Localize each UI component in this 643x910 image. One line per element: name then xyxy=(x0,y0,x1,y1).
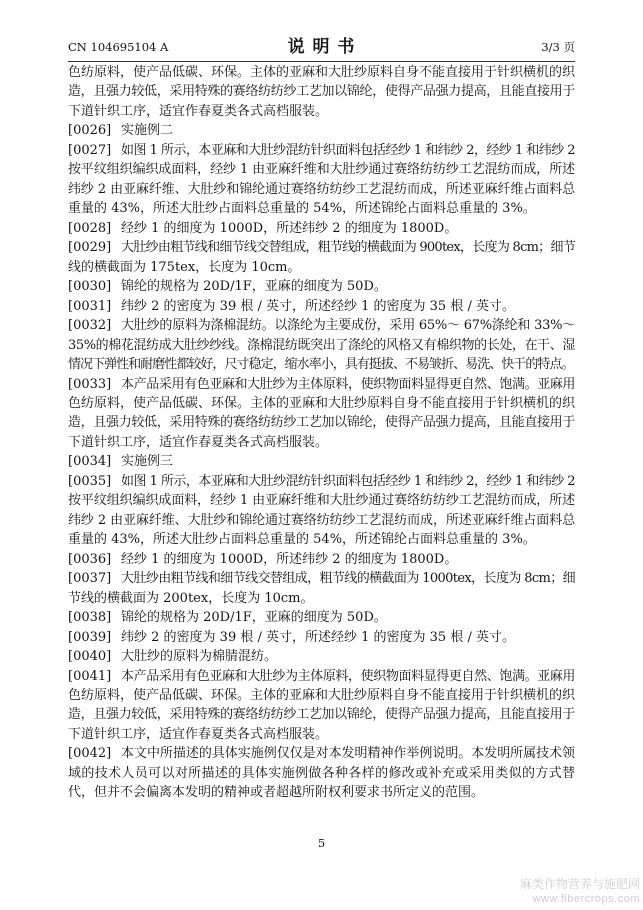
paragraph-line xyxy=(68,238,575,257)
paragraph-text: 锦纶的规格为 20D/1F，亚麻的细度为 50D。 xyxy=(121,610,387,626)
paragraph-line xyxy=(68,219,575,238)
paragraph-line xyxy=(68,141,575,160)
paragraph-text: 重量的 43%，所述大肚纱占面料总重量的 54%，所述锦纶占面料总重量的 3%。 xyxy=(68,532,536,548)
paragraph-text: 按平纹组织编织成面料，经纱 1 由亚麻纤维和大肚纱通过赛络纺纺纱工艺混纺而成，所述 xyxy=(68,162,575,178)
paragraph-0038 xyxy=(68,608,575,627)
paragraph-line xyxy=(68,647,575,666)
paragraph-0028 xyxy=(68,219,575,238)
paragraph-text: 大肚纱由粗节线和细节线交替组成，粗节线的横截面为 900tex，长度为 8cm；细节 xyxy=(121,240,575,256)
paragraph-number: [0032] xyxy=(68,318,112,334)
paragraph-number: [0036] xyxy=(68,551,112,567)
paragraph-line xyxy=(68,180,575,199)
paragraph-line xyxy=(68,764,575,783)
paragraph-line xyxy=(68,550,575,569)
paragraph-0041 xyxy=(68,667,575,745)
paragraph-0042 xyxy=(68,744,575,802)
paragraph-text: 色纺原料，使产品低碳、环保。主体的亚麻和大肚纱原料自身不能直接用于针织横机的织 xyxy=(68,65,575,80)
page-number: 5 xyxy=(317,836,326,850)
paragraph-line xyxy=(68,102,575,121)
paragraph-number: [0028] xyxy=(68,220,112,236)
paragraph-line xyxy=(68,783,575,802)
paragraph-text: 色纺原料，使产品低碳、环保。主体的亚麻和大肚纱原料自身不能直接用于针织横机的织 xyxy=(68,395,575,411)
paragraph-line xyxy=(68,199,575,218)
paragraph-line xyxy=(68,608,575,627)
paragraph-line xyxy=(68,277,575,296)
paragraph-number: [0033] xyxy=(68,376,112,392)
watermark-site-name: 麻类作物营养与施肥网 xyxy=(519,877,640,891)
paragraph-text: 按平纹组织编织成面料，经纱 1 由亚麻纤维和大肚纱通过赛络纺纺纱工艺混纺而成，所述 xyxy=(68,493,575,509)
paragraph-text: 纬纱 2 由亚麻纤维、大肚纱和锦纶通过赛络纺纺纱工艺混纺而成，所述亚麻纤维占面料总 xyxy=(68,181,575,197)
paragraph-line xyxy=(68,472,575,491)
paragraph-number: [0029] xyxy=(68,240,112,256)
paragraph-continued xyxy=(68,63,575,121)
paragraph-text: 大肚纱由粗节线和细节线交替组成，粗节线的横截面为 1000tex，长度为 8cm；细 xyxy=(121,571,575,587)
paragraph-text: 大肚纱的原料为棉腈混纺。 xyxy=(121,649,278,665)
paragraph-text: 本产品采用有色亚麻和大肚纱为主体原料，使织物面料显得更自然、饱满。亚麻用 xyxy=(121,376,575,392)
paragraph-number: [0038] xyxy=(68,610,112,626)
paragraph-text: 下道针织工序，适宜作春夏类各式高档服装。 xyxy=(68,434,329,450)
page-indicator: 3/3 页 xyxy=(541,40,575,54)
section-title: 说 明 书 xyxy=(287,37,356,57)
paragraph-line xyxy=(68,316,575,335)
paragraph-text: 造，且强力较低，采用特殊的赛络纺纺纱工艺加以锦纶，使得产品强力提高，且能直接用于 xyxy=(68,84,575,100)
paragraph-0033 xyxy=(68,375,575,453)
paragraph-text: 纬纱 2 的密度为 39 根 / 英寸，所述经纱 1 的密度为 35 根 / 英寸。 xyxy=(121,298,515,314)
paragraph-line xyxy=(68,725,575,744)
paragraph-0030 xyxy=(68,277,575,296)
paragraph-text: 重量的 43%，所述大肚纱占面料总重量的 54%，所述锦纶占面料总重量的 3%。 xyxy=(68,201,536,217)
paragraph-line xyxy=(68,569,575,588)
paragraph-text: 造，且强力较低，采用特殊的赛络纺纺纱工艺加以锦纶，使得产品强力提高，且能直接用于 xyxy=(68,707,575,723)
paragraph-text: 下道针织工序，适宜作春夏类各式高档服装。 xyxy=(68,726,329,742)
paragraph-text: 造，且强力较低，采用特殊的赛络纺纺纱工艺加以锦纶，使得产品强力提高，且能直接用于 xyxy=(68,415,575,431)
header-rule xyxy=(68,61,575,62)
paragraph-line xyxy=(68,511,575,530)
paragraph-line xyxy=(68,628,575,647)
paragraph-line xyxy=(68,667,575,686)
paragraph-number: [0041] xyxy=(68,668,112,684)
paragraph-line xyxy=(68,413,575,432)
paragraph-number: [0030] xyxy=(68,279,112,295)
paragraph-text: 本产品采用有色亚麻和大肚纱为主体原料，使织物面料显得更自然、饱满。亚麻用 xyxy=(121,668,575,684)
paragraph-line xyxy=(68,530,575,549)
paragraph-text: 下道针织工序，适宜作春夏类各式高档服装。 xyxy=(68,103,329,119)
paragraph-text: 色纺原料，使产品低碳、环保。主体的亚麻和大肚纱原料自身不能直接用于针织横机的织 xyxy=(68,688,575,703)
paragraph-line xyxy=(68,686,575,705)
paragraph-line xyxy=(68,160,575,179)
paragraph-number: [0034] xyxy=(68,454,112,470)
paragraph-line xyxy=(68,63,575,82)
paragraph-line xyxy=(68,121,575,140)
paragraph-text: 如图 1 所示，本亚麻和大肚纱混纺针织面料包括经纱 1 和纬纱 2，经纱 1 和纬纱 2 xyxy=(121,142,575,158)
paragraph-line xyxy=(68,452,575,471)
description-body xyxy=(68,63,575,803)
paragraph-0036 xyxy=(68,550,575,569)
paragraph-0027 xyxy=(68,141,575,219)
paragraph-text: 经纱 1 的细度为 1000D，所述纬纱 2 的细度为 1800D。 xyxy=(121,551,458,567)
paragraph-text: 实施例三 xyxy=(121,454,174,470)
paragraph-0040 xyxy=(68,647,575,666)
paragraph-0026 xyxy=(68,121,575,140)
paragraph-text: 如图 1 所示，本亚麻和大肚纱混纺针织面料包括经纱 1 和纬纱 2，经纱 1 和纬纱 2 xyxy=(121,473,575,489)
paragraph-text: 大肚纱的原料为涤棉混纺。以涤纶为主要成份，采用 65%～ 67%涤纶和 33%～ xyxy=(121,318,575,334)
paragraph-text: 域的技术人员可以对所描述的具体实施例做各种各样的修改或补充或采用类似的方式替 xyxy=(68,765,575,781)
paragraph-text: 本文中所描述的具体实施例仅仅是对本发明精神作举例说明。本发明所属技术领 xyxy=(121,746,575,762)
paragraph-number: [0037] xyxy=(68,571,112,587)
paragraph-line xyxy=(68,491,575,510)
paragraph-number: [0035] xyxy=(68,473,112,489)
paragraph-number: [0042] xyxy=(68,746,112,762)
paragraph-line xyxy=(68,82,575,101)
paragraph-line xyxy=(68,589,575,608)
publication-number: CN 104695104 A xyxy=(68,40,169,54)
paragraph-line xyxy=(68,258,575,277)
paragraph-number: [0039] xyxy=(68,629,112,645)
paragraph-text: 纬纱 2 由亚麻纤维、大肚纱和锦纶通过赛络纺纺纱工艺混纺而成，所述亚麻纤维占面料总 xyxy=(68,512,575,528)
paragraph-line xyxy=(68,297,575,316)
paragraph-0035 xyxy=(68,472,575,550)
paragraph-0031 xyxy=(68,297,575,316)
paragraph-text: 35%的棉花混纺成大肚纱纱线。涤棉混纺既突出了涤纶的风格又有棉织物的长处，在干、湿 xyxy=(68,337,575,353)
paragraph-number: [0040] xyxy=(68,649,112,665)
paragraph-text: 节线的横截面为 200tex，长度为 10cm。 xyxy=(68,590,314,606)
paragraph-0034 xyxy=(68,452,575,471)
paragraph-line xyxy=(68,433,575,452)
paragraph-text: 实施例二 xyxy=(121,123,174,139)
paragraph-0029 xyxy=(68,238,575,277)
paragraph-line xyxy=(68,744,575,763)
paragraph-number: [0026] xyxy=(68,123,112,139)
paragraph-0032 xyxy=(68,316,575,374)
paragraph-0037 xyxy=(68,569,575,608)
paragraph-text: 线的横截面为 175tex，长度为 10cm。 xyxy=(68,259,301,275)
paragraph-line xyxy=(68,336,575,355)
paragraph-line xyxy=(68,705,575,724)
paragraph-number: [0031] xyxy=(68,298,112,314)
paragraph-text: 代，但并不会偏离本发明的精神或者超越所附权利要求书所定义的范围。 xyxy=(68,785,485,801)
paragraph-text: 情况下弹性和耐磨性都较好，尺寸稳定，缩水率小，具有挺拔、不易皱折、易洗、快干的特点。 xyxy=(68,357,574,373)
paragraph-text: 锦纶的规格为 20D/1F，亚麻的细度为 50D。 xyxy=(121,279,387,295)
paragraph-0039 xyxy=(68,628,575,647)
paragraph-line xyxy=(68,394,575,413)
paragraph-text: 纬纱 2 的密度为 39 根 / 英寸，所述经纱 1 的密度为 35 根 / 英寸。 xyxy=(121,629,515,645)
watermark-url: www.fibercrops.com xyxy=(532,893,640,905)
paragraph-line xyxy=(68,355,575,374)
paragraph-number: [0027] xyxy=(68,142,112,158)
paragraph-line xyxy=(68,375,575,394)
paragraph-text: 经纱 1 的细度为 1000D，所述纬纱 2 的细度为 1800D。 xyxy=(121,220,458,236)
